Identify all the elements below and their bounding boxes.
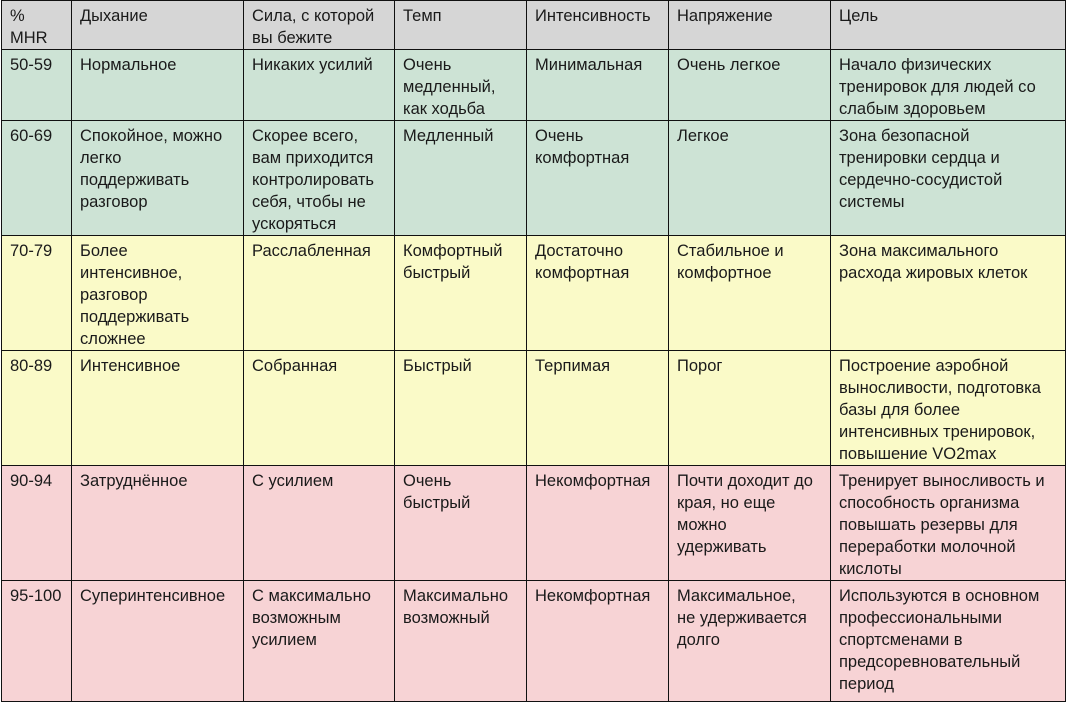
- table-row: [2, 466, 1066, 581]
- header-goal: Цель: [831, 1, 1066, 50]
- cell-strain: Очень легкое: [669, 50, 831, 121]
- cell-effort: С усилием: [244, 466, 395, 581]
- cell-pace: Комфортный быстрый: [395, 236, 527, 351]
- cell-breathing: Спокойное, можно легко поддерживать разговор: [72, 121, 244, 236]
- cell-strain: Стабильное и комфортное: [669, 236, 831, 351]
- header-pace: Темп: [395, 1, 527, 50]
- cell-mhr: 95-100: [2, 581, 72, 702]
- cell-breathing: Нормальное: [72, 50, 244, 121]
- cell-strain: Легкое: [669, 121, 831, 236]
- heart-rate-zones-table: [1, 0, 1066, 702]
- cell-strain: Максимальное, не удерживается долго: [669, 581, 831, 702]
- cell-intensity: Минимальная: [527, 50, 669, 121]
- cell-breathing: Более интенсивное, разговор поддерживать сложнее: [72, 236, 244, 351]
- cell-goal: Начало физических тренировок для людей со слабым здоровьем: [831, 50, 1066, 121]
- cell-mhr: 70-79: [2, 236, 72, 351]
- cell-effort: С максимально возможным усилием: [244, 581, 395, 702]
- cell-pace: Быстрый: [395, 351, 527, 466]
- cell-breathing: Суперинтенсивное: [72, 581, 244, 702]
- cell-strain: Почти доходит до края, но еще можно удерживать: [669, 466, 831, 581]
- cell-goal: Зона безопасной тренировки сердца и сердечно-сосудистой системы: [831, 121, 1066, 236]
- table-row: [2, 236, 1066, 351]
- table-row: [2, 351, 1066, 466]
- cell-effort: Собранная: [244, 351, 395, 466]
- table-row: [2, 121, 1066, 236]
- cell-effort: Никаких усилий: [244, 50, 395, 121]
- cell-pace: Очень быстрый: [395, 466, 527, 581]
- cell-intensity: Некомфортная: [527, 581, 669, 702]
- table-row: [2, 50, 1066, 121]
- cell-intensity: Достаточно комфортная: [527, 236, 669, 351]
- cell-intensity: Терпимая: [527, 351, 669, 466]
- cell-mhr: 60-69: [2, 121, 72, 236]
- cell-mhr: 80-89: [2, 351, 72, 466]
- cell-pace: Медленный: [395, 121, 527, 236]
- header-strain: Напряжение: [669, 1, 831, 50]
- cell-breathing: Интенсивное: [72, 351, 244, 466]
- cell-breathing: Затруднённое: [72, 466, 244, 581]
- table-row: [2, 581, 1066, 702]
- cell-effort: Расслабленная: [244, 236, 395, 351]
- cell-strain: Порог: [669, 351, 831, 466]
- cell-mhr: 90-94: [2, 466, 72, 581]
- cell-goal: Построение аэробной выносливости, подготовка базы для более интенсивных тренировок, повышение VO2max: [831, 351, 1066, 466]
- header-row: [2, 1, 1066, 50]
- cell-goal: Зона максимального расхода жировых клеток: [831, 236, 1066, 351]
- header-mhr: % MHR: [2, 1, 72, 50]
- cell-intensity: Очень комфортная: [527, 121, 669, 236]
- header-breathing: Дыхание: [72, 1, 244, 50]
- cell-pace: Максимально возможный: [395, 581, 527, 702]
- cell-goal: Используются в основном профессиональными спортсменами в предсоревновательный период: [831, 581, 1066, 702]
- cell-pace: Очень медленный, как ходьба: [395, 50, 527, 121]
- header-effort: Сила, с которой вы бежите: [244, 1, 395, 50]
- cell-effort: Скорее всего, вам приходится контролировать себя, чтобы не ускоряться: [244, 121, 395, 236]
- header-intensity: Интенсивность: [527, 1, 669, 50]
- cell-mhr: 50-59: [2, 50, 72, 121]
- cell-intensity: Некомфортная: [527, 466, 669, 581]
- cell-goal: Тренирует выносливость и способность организма повышать резервы для переработки молочной кислоты: [831, 466, 1066, 581]
